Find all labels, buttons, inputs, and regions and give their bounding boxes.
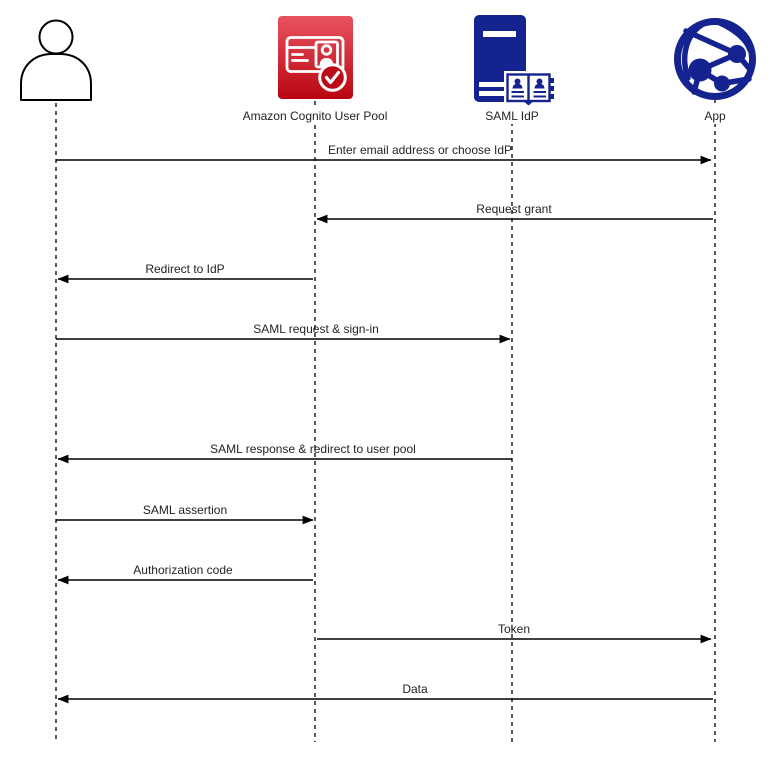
actor-label-cognito: Amazon Cognito User Pool <box>242 109 388 123</box>
message-label-data: Data <box>402 682 428 696</box>
message-enter-email <box>56 143 711 160</box>
directory-book-glyph <box>504 71 554 106</box>
web-app-globe-icon <box>678 22 753 97</box>
message-token <box>317 622 711 639</box>
message-saml-request <box>56 322 510 339</box>
message-label-redirect-to-idp: Redirect to IdP <box>145 262 225 276</box>
message-label-request-grant: Request grant <box>476 202 552 216</box>
message-saml-assertion <box>56 503 313 520</box>
actor-label-app-group <box>702 106 729 124</box>
message-label-saml-response: SAML response & redirect to user pool <box>210 442 416 456</box>
amazon-cognito-icon <box>278 16 353 99</box>
actor-label-app: App <box>704 109 726 123</box>
person-icon <box>21 21 91 101</box>
directory-server-icon <box>474 15 554 106</box>
message-label-saml-request: SAML request & sign-in <box>253 322 379 336</box>
actor-label-saml-idp: SAML IdP <box>485 109 539 123</box>
message-label-saml-assertion: SAML assertion <box>142 503 228 517</box>
message-label-enter-email: Enter email address or choose IdP <box>327 143 513 157</box>
message-authorization-code <box>58 563 313 580</box>
actor-label-saml-group <box>485 106 539 124</box>
message-redirect-to-idp <box>58 262 313 279</box>
message-label-token: Token <box>497 622 531 636</box>
messages <box>56 143 713 699</box>
message-data <box>58 682 713 699</box>
message-saml-response <box>58 442 512 459</box>
message-label-authorization-code: Authorization code <box>133 563 233 577</box>
lifelines <box>56 99 715 742</box>
message-request-grant <box>317 202 713 219</box>
actor-label-cognito-group <box>243 106 388 124</box>
